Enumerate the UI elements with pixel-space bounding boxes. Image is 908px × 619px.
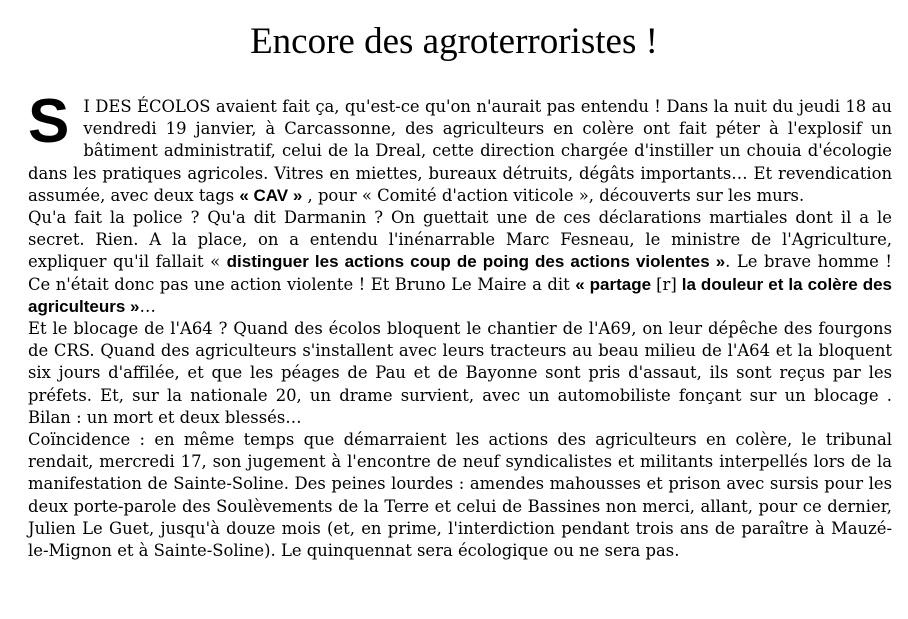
paragraph-1-text-b: , pour « Comité d'action viticole », découverts sur les murs.: [302, 185, 805, 205]
article-title: Encore des agroterroristes !: [250, 21, 658, 62]
paragraph-1: [28, 87, 892, 207]
paragraph-2-text-c: …: [139, 296, 156, 316]
fesneau-quote: distinguer les actions coup de poing des actions violentes »: [226, 252, 726, 272]
paragraph-3: Et le blocage de l'A64 ? Quand des écolos bloquent le chantier de l'A69, on leur dépêche des fourgons de CRS. Quand des agriculteurs s'installent avec leurs tracteurs au beau milieu de l'A64 et la bloquent six jours d'affilée, et que les péages de Pau et de Bayonne sont pris d'assaut, ils sont reçus par les préfets. Et, sur la nationale 20, un drame survient, avec un automobiliste fonçant sur un blocage . Bilan : un mort et deux blessés…: [28, 319, 892, 427]
editorial-insertion: [r]: [656, 274, 677, 294]
drop-cap: S: [28, 87, 70, 156]
le-maire-quote-a: « partage: [575, 274, 657, 294]
article-body: [28, 87, 892, 562]
paragraph-1-text-a: I DES ÉCOLOS avaient fait ça, qu'est-ce qu'on n'aurait pas entendu ! Dans la nuit du jeudi 18 au vendredi 19 janvier, à Carcassonne, des agriculteurs en colère ont fait péter à l'explosif un bâtiment administratif, celui de la Dreal, cette direction chargée d'instiller un chouia d'écologie dans les pratiques agricoles. Vitres en miettes, bureaux détruits, dégâts importants… Et revendication assumée, avec deux tags: [28, 97, 892, 205]
le-maire-quote-b: la douleur et la colère des agriculteurs »: [28, 274, 892, 316]
paragraph-4: Coïncidence : en même temps que démarraient les actions des agriculteurs en colère, le tribunal rendait, mercredi 17, son jugement à l'encontre de neuf syndicalistes et militants interpellés lors de la manifestation de Sainte-Soline. Des peines lourdes : amendes mahousses et prison avec sursis pour les deux porte-parole des Soulèvements de la Terre et celui de Bassines non merci, allant, pour ce dernier, Julien Le Guet, jusqu'à douze mois (et, en prime, l'interdiction pendant trois ans de paraître à Mauzé-le-Mignon et à Sainte-Soline). Le quinquennat sera écologique ou ne sera pas.: [28, 430, 892, 561]
paragraph-2: [28, 207, 892, 318]
cav-tag-quote: « CAV »: [239, 185, 303, 205]
paragraph-2-text-b: . Le brave homme ! Ce n'était donc pas une action violente ! Et Bruno Le Maire a dit: [28, 252, 892, 294]
paragraph-2-text-a: Qu'a fait la police ? Qu'a dit Darmanin ? On guettait une de ces déclarations martiales dont il a le secret. Rien. A la place, on a entendu l'inénarrable Marc Fesneau, le ministre de l'Agriculture, expliquer qu'il fallait «: [28, 208, 892, 272]
